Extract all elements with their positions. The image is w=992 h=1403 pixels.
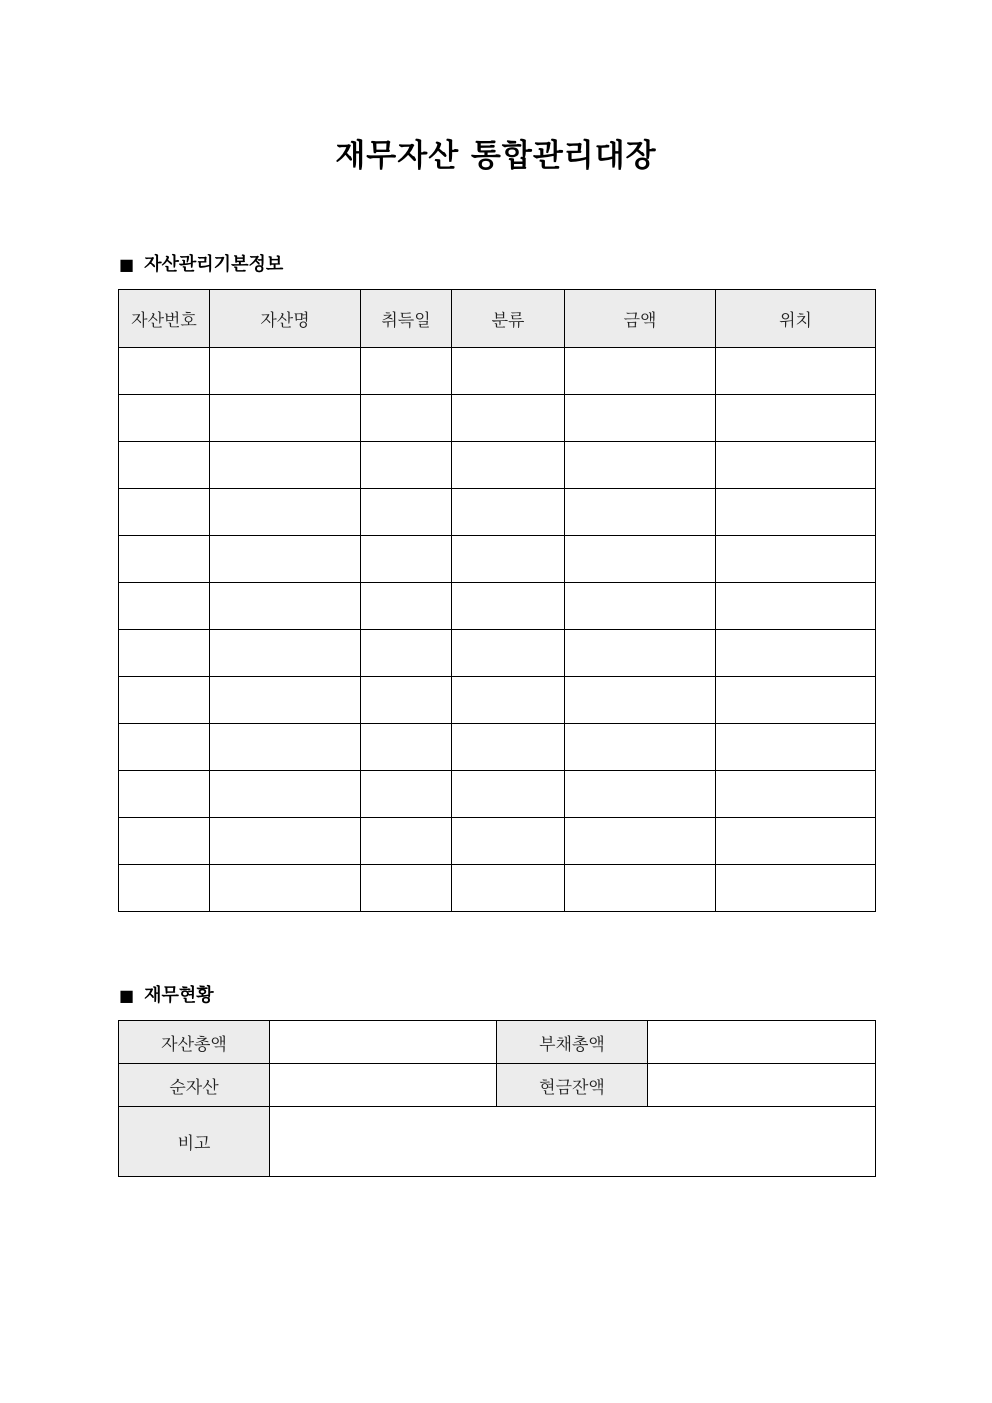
remarks-row — [119, 1107, 876, 1177]
cell-asset-name[interactable] — [210, 630, 361, 677]
cell-acquisition-date[interactable] — [361, 442, 452, 489]
cell-asset-number[interactable] — [119, 865, 210, 912]
cell-amount[interactable] — [565, 583, 716, 630]
cell-asset-name[interactable] — [210, 536, 361, 583]
cell-asset-number[interactable] — [119, 583, 210, 630]
cell-asset-number[interactable] — [119, 442, 210, 489]
cell-category[interactable] — [452, 630, 565, 677]
cell-asset-number[interactable] — [119, 677, 210, 724]
cell-location[interactable] — [716, 724, 876, 771]
cell-location[interactable] — [716, 489, 876, 536]
column-header-location: 위치 — [716, 290, 876, 348]
finance-row — [119, 1064, 876, 1107]
cell-asset-name[interactable] — [210, 818, 361, 865]
finance-row — [119, 1021, 876, 1064]
cell-category[interactable] — [452, 395, 565, 442]
cell-category[interactable] — [452, 818, 565, 865]
table-row — [119, 818, 876, 865]
table-row — [119, 583, 876, 630]
cell-amount[interactable] — [565, 442, 716, 489]
column-header-category: 분류 — [452, 290, 565, 348]
finance-section-heading — [119, 984, 214, 1008]
net-assets-label: 순자산 — [119, 1064, 270, 1107]
cell-asset-name[interactable] — [210, 724, 361, 771]
square-bullet-icon: ■ — [119, 255, 135, 274]
cell-amount[interactable] — [565, 818, 716, 865]
cell-asset-number[interactable] — [119, 348, 210, 395]
cell-amount[interactable] — [565, 489, 716, 536]
cell-category[interactable] — [452, 442, 565, 489]
table-row — [119, 442, 876, 489]
cell-category[interactable] — [452, 771, 565, 818]
cell-amount[interactable] — [565, 865, 716, 912]
cell-location[interactable] — [716, 630, 876, 677]
asset-table — [118, 289, 876, 912]
cell-asset-name[interactable] — [210, 442, 361, 489]
table-row — [119, 536, 876, 583]
cell-asset-number[interactable] — [119, 818, 210, 865]
cell-acquisition-date[interactable] — [361, 630, 452, 677]
table-row — [119, 348, 876, 395]
finance-section-title: 재무현황 — [144, 985, 214, 1006]
table-row — [119, 724, 876, 771]
table-row — [119, 771, 876, 818]
cell-acquisition-date[interactable] — [361, 583, 452, 630]
cell-location[interactable] — [716, 677, 876, 724]
cell-asset-name[interactable] — [210, 395, 361, 442]
cell-category[interactable] — [452, 348, 565, 395]
column-header-acquisition-date: 취득일 — [361, 290, 452, 348]
cell-acquisition-date[interactable] — [361, 395, 452, 442]
cell-acquisition-date[interactable] — [361, 818, 452, 865]
asset-section-title: 자산관리기본정보 — [144, 254, 284, 275]
cell-acquisition-date[interactable] — [361, 677, 452, 724]
cell-acquisition-date[interactable] — [361, 771, 452, 818]
cell-location[interactable] — [716, 865, 876, 912]
total-liabilities-label: 부채총액 — [497, 1021, 648, 1064]
cash-balance-field[interactable] — [648, 1064, 876, 1107]
column-header-amount: 금액 — [565, 290, 716, 348]
cell-asset-number[interactable] — [119, 489, 210, 536]
asset-table-header — [119, 290, 876, 348]
cell-acquisition-date[interactable] — [361, 489, 452, 536]
total-assets-label: 자산총액 — [119, 1021, 270, 1064]
cell-amount[interactable] — [565, 630, 716, 677]
net-assets-field[interactable] — [270, 1064, 497, 1107]
cell-acquisition-date[interactable] — [361, 536, 452, 583]
cell-category[interactable] — [452, 489, 565, 536]
cell-amount[interactable] — [565, 395, 716, 442]
document-title: 재무자산 통합관리대장 — [335, 138, 657, 174]
cell-acquisition-date[interactable] — [361, 724, 452, 771]
cell-asset-name[interactable] — [210, 771, 361, 818]
table-row — [119, 865, 876, 912]
cell-location[interactable] — [716, 771, 876, 818]
table-row — [119, 489, 876, 536]
cell-amount[interactable] — [565, 348, 716, 395]
cell-acquisition-date[interactable] — [361, 865, 452, 912]
cell-acquisition-date[interactable] — [361, 348, 452, 395]
remarks-field[interactable] — [270, 1107, 876, 1177]
cell-location[interactable] — [716, 395, 876, 442]
finance-table — [118, 1020, 876, 1177]
cell-amount[interactable] — [565, 677, 716, 724]
cell-category[interactable] — [452, 583, 565, 630]
cell-location[interactable] — [716, 818, 876, 865]
cell-category[interactable] — [452, 865, 565, 912]
column-header-asset-number: 자산번호 — [119, 290, 210, 348]
cell-location[interactable] — [716, 536, 876, 583]
table-row — [119, 630, 876, 677]
cell-asset-number[interactable] — [119, 724, 210, 771]
cell-asset-number[interactable] — [119, 395, 210, 442]
cash-balance-label: 현금잔액 — [497, 1064, 648, 1107]
square-bullet-icon: ■ — [119, 986, 135, 1005]
cell-asset-number[interactable] — [119, 630, 210, 677]
cell-category[interactable] — [452, 677, 565, 724]
cell-amount[interactable] — [565, 724, 716, 771]
cell-location[interactable] — [716, 348, 876, 395]
cell-asset-name[interactable] — [210, 583, 361, 630]
asset-section-heading — [119, 253, 283, 277]
total-liabilities-field[interactable] — [648, 1021, 876, 1064]
cell-location[interactable] — [716, 583, 876, 630]
cell-asset-name[interactable] — [210, 348, 361, 395]
cell-asset-number[interactable] — [119, 771, 210, 818]
total-assets-field[interactable] — [270, 1021, 497, 1064]
cell-amount[interactable] — [565, 536, 716, 583]
cell-category[interactable] — [452, 724, 565, 771]
column-header-asset-name: 자산명 — [210, 290, 361, 348]
remarks-label: 비고 — [119, 1107, 270, 1177]
cell-category[interactable] — [452, 536, 565, 583]
table-row — [119, 677, 876, 724]
cell-asset-name[interactable] — [210, 677, 361, 724]
table-row — [119, 395, 876, 442]
cell-asset-name[interactable] — [210, 489, 361, 536]
cell-amount[interactable] — [565, 771, 716, 818]
cell-asset-name[interactable] — [210, 865, 361, 912]
cell-asset-number[interactable] — [119, 536, 210, 583]
cell-location[interactable] — [716, 442, 876, 489]
